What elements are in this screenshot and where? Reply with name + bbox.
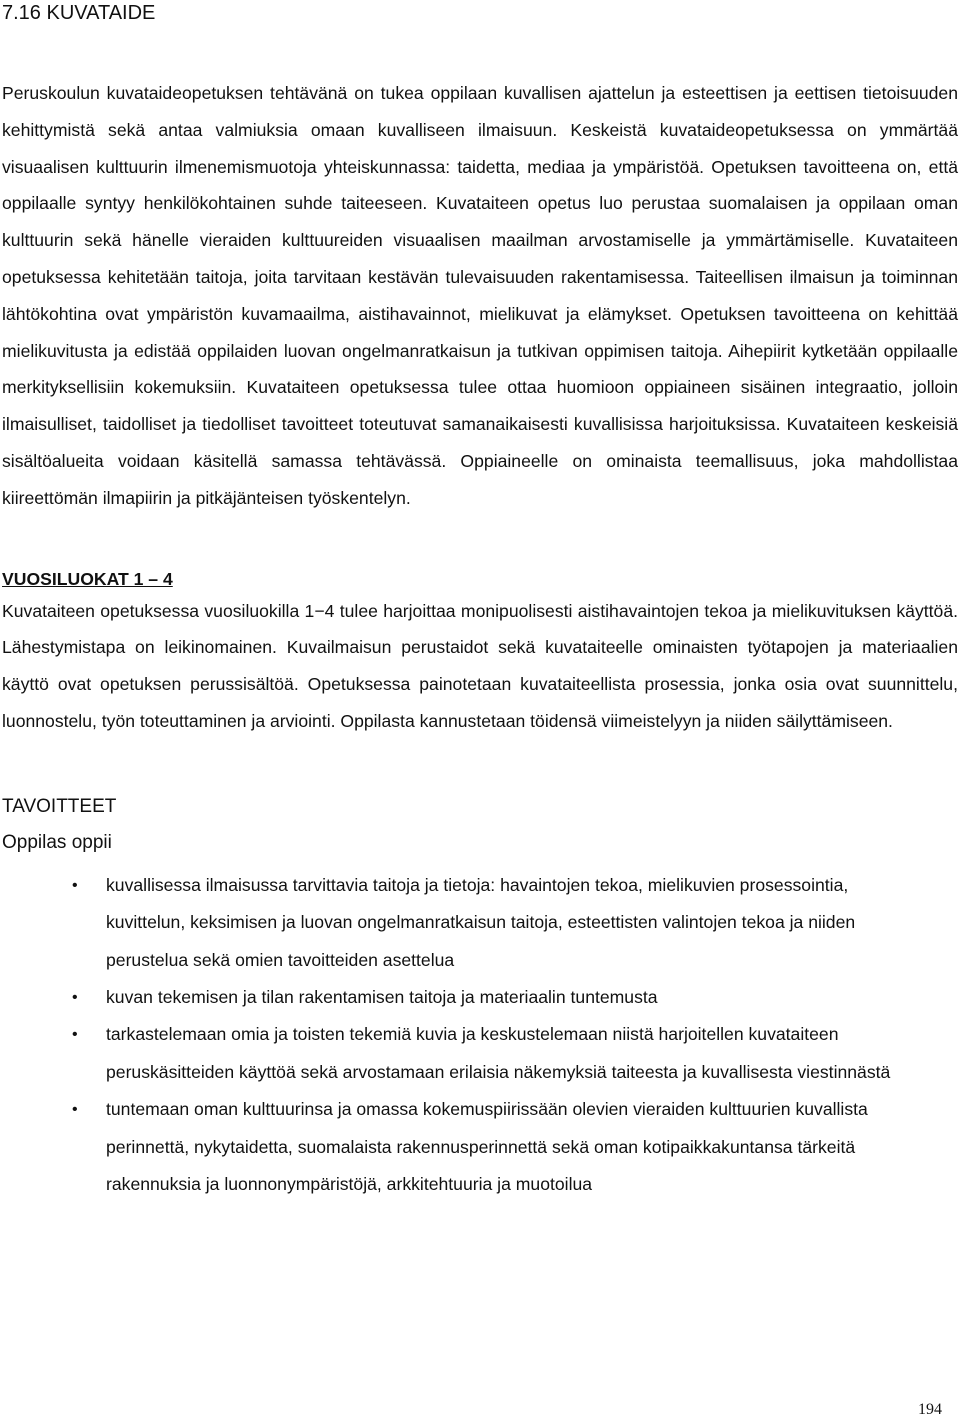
list-item-text: tuntemaan oman kulttuurinsa ja omassa kokemuspiirissään olevien vieraiden kulttuurien kuvallista perinnettä, nykytaidetta, suomalaista rakennusperinnettä sekä oman kotipaikkakuntansa tärkeitä rakennuksia ja luonnonympäristöjä, arkkitehtuuria ja muotoilua — [106, 1099, 868, 1194]
page-number: 194 — [918, 1401, 942, 1418]
list-item-text: kuvan tekemisen ja tilan rakentamisen taitoja ja materiaalin tuntemusta — [106, 986, 658, 1007]
goals-heading: TAVOITTEET — [2, 795, 117, 817]
bullet-icon: • — [72, 988, 78, 1006]
list-item — [2, 1091, 958, 1203]
section-title: 7.16 KUVATAIDE — [2, 2, 156, 24]
goals-lead: Oppilas oppii — [2, 831, 112, 853]
bullet-icon: • — [72, 1101, 78, 1119]
list-item-text: tarkastelemaan omia ja toisten tekemiä kuvia ja keskustelemaan niistä harjoitellen kuvataiteen peruskäsitteiden käyttöä sekä arvostamaan erilaisia näkemyksiä taiteesta ja kuvallisesta viestinnästä — [106, 1024, 891, 1082]
list-item-text: kuvallisessa ilmaisussa tarvittavia taitoja ja tietoja: havaintojen tekoa, mielikuvien prosessointia, kuvittelun, keksimisen ja luovan ongelmanratkaisun taitoja, esteettisten valintojen tekoa ja niiden perustelua sekä omien tavoitteiden asettelua — [106, 874, 856, 970]
intro-paragraph: Peruskoulun kuvataideopetuksen tehtävänä on tukea oppilaan kuvallisen ajattelun ja esteettisen ja eettisen tietoisuuden kehittymistä sekä antaa valmiuksia omaan kuvalliseen ilmaisuun. Keskeistä kuvataideopetuksessa on ymmärtää visuaalisen kulttuurin ilmenemismuotoja yhteiskunnassa: taidetta, mediaa ja ympäristöä. Opetuksen tavoitteena on, että oppilaalle syntyy henkilökohtainen suhde taiteeseen. Kuvataiteen opetus luo perustaa suomalaisen ja oppilaan oman kulttuurin sekä hänelle vieraiden kulttuureiden visuaalisen maailman arvostamiselle ja ymmärtämiselle. Kuvataiteen opetuksessa kehitetään taitoja, joita tarvitaan kestävän tulevaisuuden rakentamisessa. Taiteellisen ilmaisun ja toiminnan lähtökohtina ovat ympäristön kuvamaailma, aistihavainnot, mielikuvat ja elämykset. Opetuksen tavoitteena on kehittää mielikuvitusta ja edistää oppilaiden luovan ongelmanratkaisun ja tutkivan oppimisen taitoja. Aihepiirit kytketään oppilaalle merkityksellisiin kokemuksiin. Kuvataiteen opetuksessa tulee ottaa huomioon oppiaineen sisäinen integraatio, jolloin ilmaisulliset, taidolliset ja tiedolliset tavoitteet toteutuvat samanaikaisesti kuvallisissa harjoituksissa. Kuvataiteen keskeisiä sisältöalueita voidaan käsitellä samassa tehtävässä. Oppiaineelle on ominaista teemallisuus, joka mahdollistaa kiireettömän ilmapiirin ja pitkäjänteisen työskentelyn. — [2, 83, 958, 508]
list-item — [2, 867, 958, 979]
document-page — [2, 0, 958, 1203]
grades-heading: VUOSILUOKAT 1 – 4 — [2, 568, 173, 589]
grades-paragraph: Kuvataiteen opetuksessa vuosiluokilla 1−4 tulee harjoittaa monipuolisesti aistihavaintojen tekoa ja mielikuvituksen käyttöä. Lähestymistapa on leikinomainen. Kuvailmaisun perustaidot sekä kuvataiteelle ominaisten työtapojen ja materiaalien käyttö ovat opetuksen perussisältöä. Opetuksessa painotetaan kuvataiteellista prosessia, jonka osia ovat suunnittelu, luonnostelu, työn toteuttaminen ja arviointi. Oppilasta kannustetaan töidensä viimeistelyyn ja niiden säilyttämiseen. — [2, 600, 958, 731]
goals-list — [2, 867, 958, 1204]
bullet-icon: • — [72, 876, 78, 894]
bullet-icon: • — [72, 1026, 78, 1044]
list-item — [2, 1016, 958, 1091]
list-item — [2, 979, 958, 1016]
